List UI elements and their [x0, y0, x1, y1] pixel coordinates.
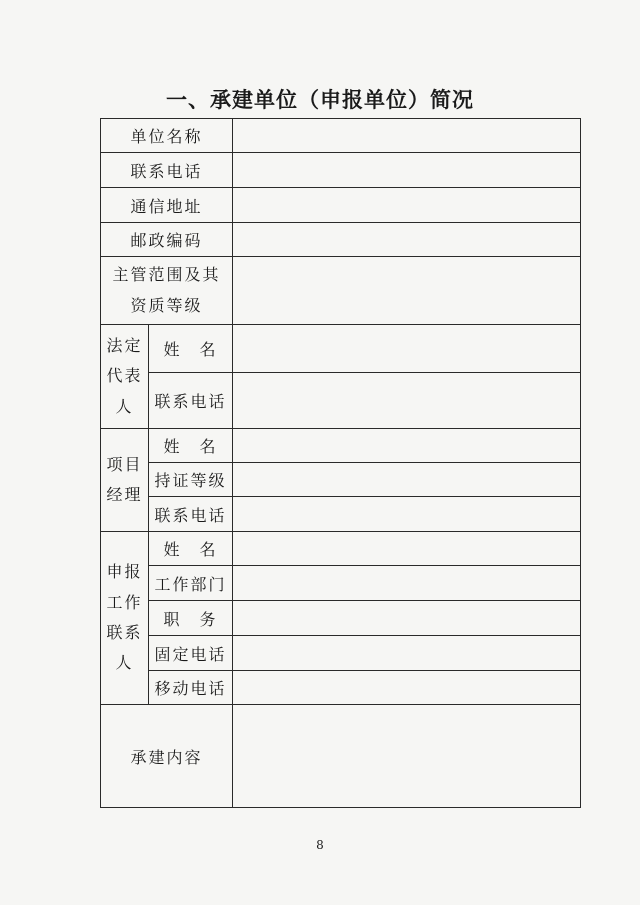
label-legal-rep-name: 姓 名 — [149, 325, 233, 373]
group-pm-line1: 项目 — [106, 454, 143, 474]
group-legal-rep-line3: 人 — [115, 396, 134, 416]
field-contact-phone[interactable] — [233, 153, 581, 188]
label-legal-rep-phone: 联系电话 — [149, 373, 233, 429]
label-address: 通信地址 — [101, 188, 233, 223]
label-pm-name: 姓 名 — [149, 429, 233, 463]
label-cp-mobile: 移动电话 — [149, 671, 233, 705]
label-content: 承建内容 — [101, 705, 233, 808]
page-number: 8 — [316, 838, 324, 852]
field-cp-dept[interactable] — [233, 566, 581, 601]
label-scope-line1: 主管范围及其 — [112, 265, 221, 285]
group-legal-rep-line1: 法定 — [106, 335, 143, 355]
unit-info-table — [100, 118, 581, 808]
field-scope[interactable] — [233, 257, 581, 325]
group-pm-line2: 经理 — [106, 485, 143, 504]
label-cp-position: 职 务 — [149, 601, 233, 636]
group-cp-line1: 申报 — [106, 562, 143, 582]
section-title: 一、承建单位（申报单位）简况 — [166, 87, 474, 112]
label-cp-landline: 固定电话 — [149, 636, 233, 671]
label-postcode: 邮政编码 — [101, 223, 233, 257]
field-cp-name[interactable] — [233, 532, 581, 566]
label-cp-dept: 工作部门 — [149, 566, 233, 601]
field-legal-rep-phone[interactable] — [233, 373, 581, 429]
label-pm-cert: 持证等级 — [149, 463, 233, 497]
field-cp-position[interactable] — [233, 601, 581, 636]
label-contact-phone: 联系电话 — [101, 153, 233, 188]
group-cp-line3: 联系 — [106, 623, 143, 642]
field-cp-landline[interactable] — [233, 636, 581, 671]
group-legal-rep-line2: 代表 — [106, 366, 143, 386]
label-scope-line2: 资质等级 — [130, 295, 203, 315]
label-pm-phone: 联系电话 — [149, 497, 233, 532]
field-content[interactable] — [233, 705, 581, 808]
group-legal-rep — [101, 325, 149, 429]
group-cp-line4: 人 — [115, 653, 134, 673]
field-unit-name[interactable] — [233, 119, 581, 153]
field-pm-name[interactable] — [233, 429, 581, 463]
label-scope — [101, 257, 233, 325]
group-contact-person — [101, 532, 149, 705]
field-postcode[interactable] — [233, 223, 581, 257]
field-cp-mobile[interactable] — [233, 671, 581, 705]
field-legal-rep-name[interactable] — [233, 325, 581, 373]
group-project-manager — [101, 429, 149, 532]
field-address[interactable] — [233, 188, 581, 223]
field-pm-phone[interactable] — [233, 497, 581, 532]
field-pm-cert[interactable] — [233, 463, 581, 497]
label-cp-name: 姓 名 — [149, 532, 233, 566]
label-unit-name: 单位名称 — [101, 119, 233, 153]
group-cp-line2: 工作 — [106, 592, 143, 612]
